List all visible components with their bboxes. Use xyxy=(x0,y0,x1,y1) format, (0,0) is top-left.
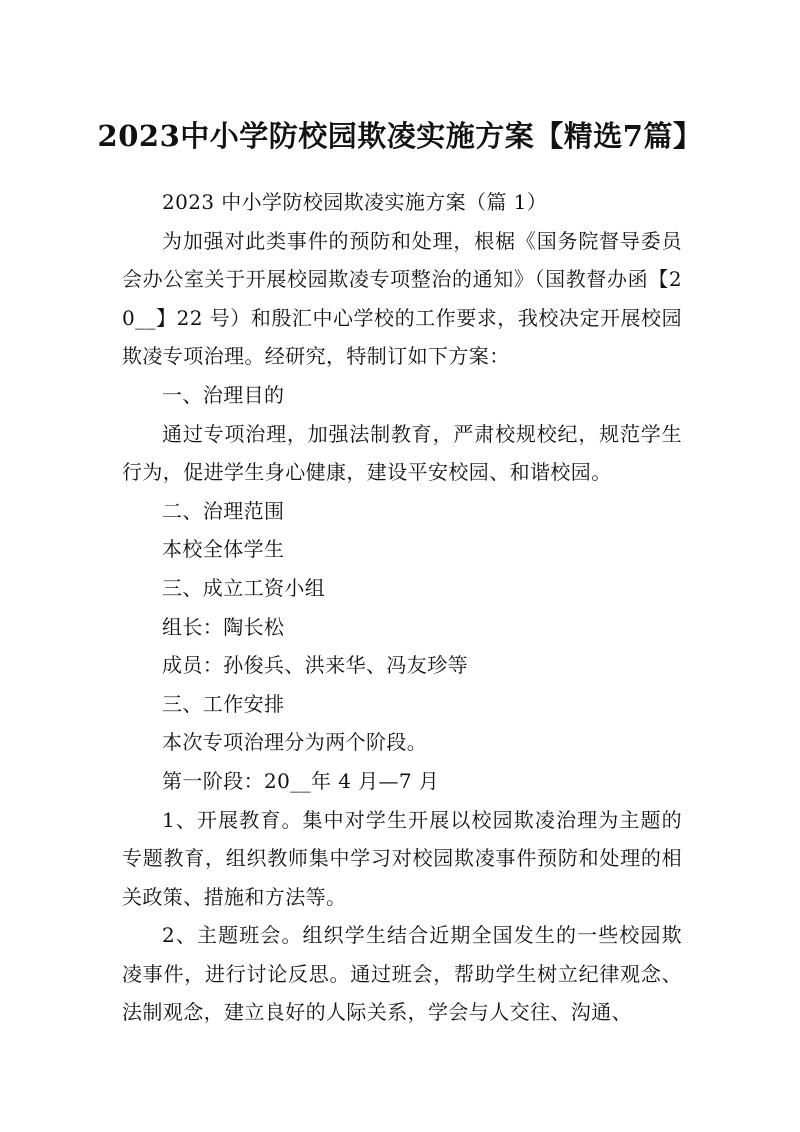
document-body xyxy=(122,183,682,1032)
paragraph-education: 1、开展教育。集中对学生开展以校园欺凌治理为主题的专题教育，组织教师集中学习对校园欺凌事件预防和处理的相关政策、措施和方法等。 xyxy=(122,807,682,909)
paragraph-group-members: 成员：孙俊兵、洪来华、冯友珍等 xyxy=(162,653,468,678)
document-title: 2023中小学防校园欺凌实施方案【精选7篇】 xyxy=(97,119,703,154)
paragraph-governance-scope: 本校全体学生 xyxy=(162,537,285,562)
intro-paragraph: 为加强对此类事件的预防和处理，根椐《国务院督导委员会办公室关于开展校园欺凌专项整治的通知》（国教督办函【20__】22 号）和殷汇中心学校的工作要求，我校决定开展校园欺凌专项治理。经研究，特制订如下方案： xyxy=(122,228,682,369)
heading-governance-scope: 二、治理范围 xyxy=(162,498,285,523)
heading-working-group: 三、成立工资小组 xyxy=(162,575,326,600)
paragraph-stage-one: 第一阶段：20__年 4 月—7 月 xyxy=(162,768,440,793)
heading-work-arrangement: 三、工作安排 xyxy=(162,691,285,716)
paragraph-theme-class-meeting: 2、主题班会。组织学生结合近期全国发生的一些校园欺凌事件，进行讨论反思。通过班会，帮助学生树立纪律观念、法制观念，建立良好的人际关系，学会与人交往、沟通、 xyxy=(122,923,682,1025)
section-heading-part-1: 2023 中小学防校园欺凌实施方案（篇 1） xyxy=(162,190,548,214)
paragraph-two-stages: 本次专项治理分为两个阶段。 xyxy=(162,730,428,755)
heading-governance-goal: 一、治理目的 xyxy=(162,382,285,407)
paragraph-governance-goal: 通过专项治理，加强法制教育，严肃校规校纪，规范学生行为，促进学生身心健康，建设平安校园、和谐校园。 xyxy=(122,421,682,485)
paragraph-group-leader: 组长：陶长松 xyxy=(162,614,285,639)
